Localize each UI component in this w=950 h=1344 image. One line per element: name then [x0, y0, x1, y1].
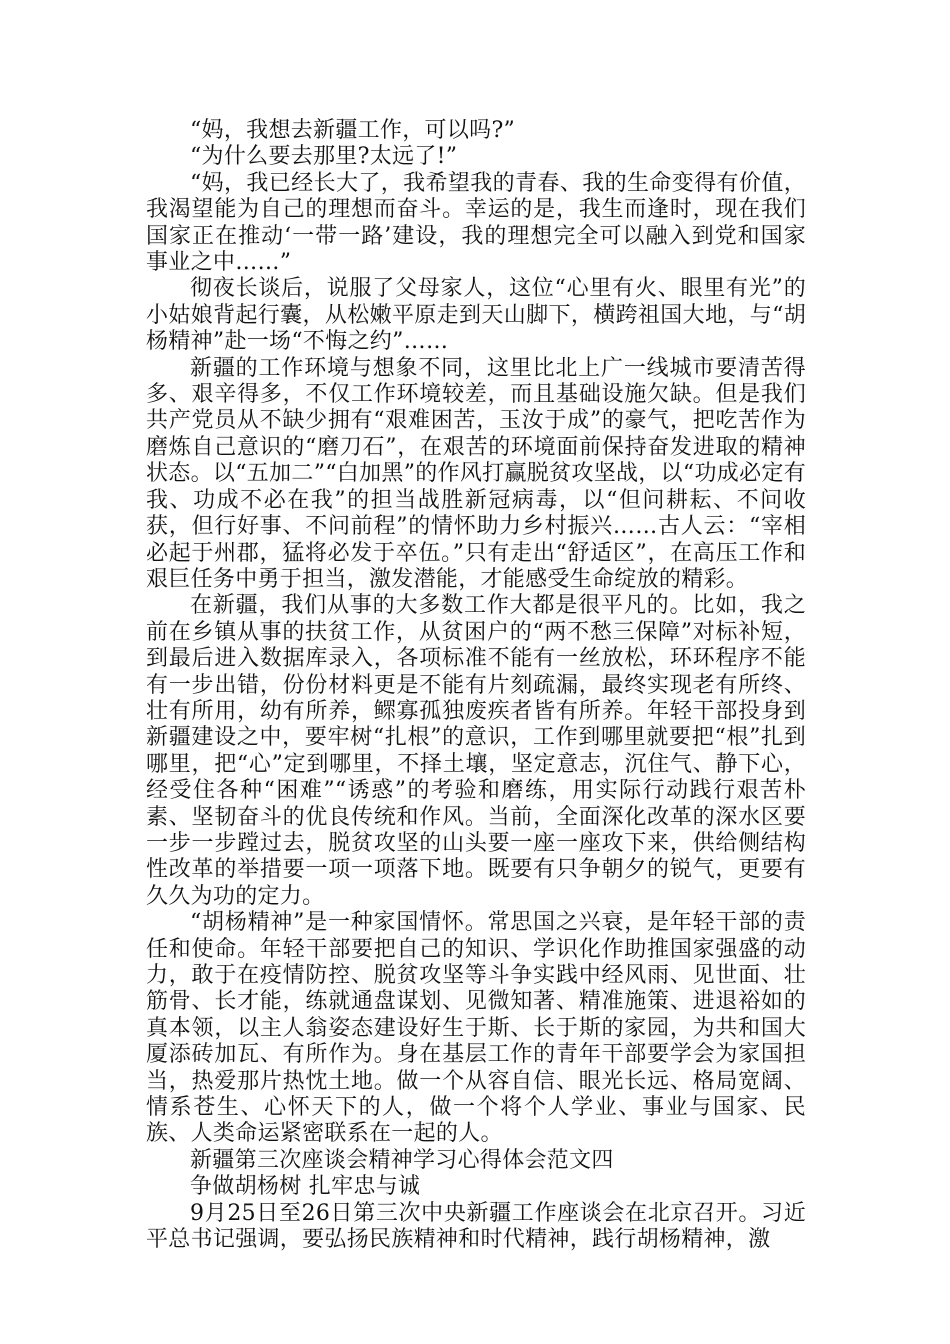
section-heading: 新疆第三次座谈会精神学习心得体会范文四	[190, 1147, 614, 1173]
paragraph-8: 9月25日至26日第三次中央新疆工作座谈会在北京召开。习近平总书记强调，要弘扬民族精神和时代精神，践行胡杨精神，激	[146, 1200, 806, 1253]
document-page	[146, 118, 806, 1253]
paragraph-4: 彻夜长谈后，说服了父母家人，这位“心里有火、眼里有光”的小姑娘背起行囊，从松嫩平原走到天山脚下，横跨祖国大地，与“胡杨精神”赴一场“不悔之约”……	[146, 276, 806, 355]
paragraph-5: 新疆的工作环境与想象不同，这里比北上广一线城市要清苦得多、艰辛得多，不仅工作环境较差，而且基础设施欠缺。但是我们共产党员从不缺少拥有“艰难困苦，玉汝于成”的豪气，把吃苦作为磨炼自己意识的“磨刀石”，在艰苦的环境面前保持奋发进取的精神状态。以“五加二”“白加黑”的作风打赢脱贫攻坚战，以“功成必定有我、功成不必在我”的担当战胜新冠病毒，以“但问耕耘、不问收获，但行好事、不问前程”的情怀助力乡村振兴……古人云：“宰相必起于州郡，猛将必发于卒伍。”只有走出“舒适区”，在高压工作和艰巨任务中勇于担当，激发潜能，才能感受生命绽放的精彩。	[146, 355, 806, 592]
paragraph-3: “妈，我已经长大了，我希望我的青春、我的生命变得有价值，我渴望能为自己的理想而奋斗。幸运的是，我生而逢时，现在我们国家正在推动‘一带一路’建设，我的理想完全可以融入到党和国家事业之中……”	[146, 170, 806, 276]
paragraph-6: 在新疆，我们从事的大多数工作大都是很平凡的。比如，我之前在乡镇从事的扶贫工作，从贫困户的“两不愁三保障”对标补短，到最后进入数据库录入，各项标准不能有一丝放松，环环程序不能有一步出错，份份材料更是不能有片刻疏漏，最终实现老有所终、壮有所用，幼有所养，鳏寡孤独废疾者皆有所养。年轻干部投身到新疆建设之中，要牢树“扎根”的意识，工作到哪里就要把“根”扎到哪里，把“心”定到哪里，不择土壤，坚定意志，沉住气、静下心，经受住各种“困难”“诱惑”的考验和磨练，用实际行动践行艰苦朴素、坚韧奋斗的优良传统和作风。当前，全面深化改革的深水区要一步一步蹚过去，脱贫攻坚的山头要一座一座攻下来，供给侧结构性改革的举措要一项一项落下地。既要有只争朝夕的锐气，更要有久久为功的定力。	[146, 593, 806, 909]
paragraph-7: “胡杨精神”是一种家国情怀。常思国之兴衰，是年轻干部的责任和使命。年轻干部要把自己的知识、学识化作助推国家强盛的动力，敢于在疫情防控、脱贫攻坚等斗争实践中经风雨、见世面、壮筋骨、长才能，练就通盘谋划、见微知著、精准施策、进退裕如的真本领，以主人翁姿态建设好生于斯、长于斯的家园，为共和国大厦添砖加瓦、有所作为。身在基层工作的青年干部要学会为家国担当，热爱那片热忱土地。做一个从容自信、眼光长远、格局宽阔、情系苍生、心怀天下的人，做一个将个人学业、事业与国家、民族、人类命运紧密联系在一起的人。	[146, 910, 806, 1147]
paragraph-2: “为什么要去那里?太远了!”	[190, 144, 458, 170]
section-subtitle: 争做胡杨树 扎牢忠与诚	[190, 1174, 421, 1200]
paragraph-1: “妈，我想去新疆工作，可以吗?”	[190, 118, 516, 143]
